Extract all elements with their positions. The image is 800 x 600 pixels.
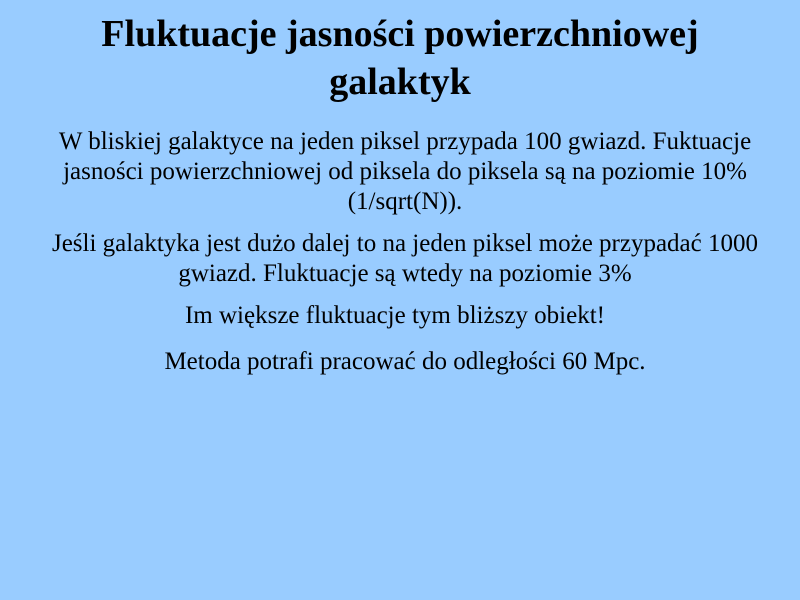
slide-body bbox=[20, 127, 790, 389]
paragraph-far-galaxy: Jeśli galaktyka jest dużo dalej to na jeden piksel może przypadać 1000 gwiazd. Fluktuacje są wtedy na poziomie 3% bbox=[51, 230, 759, 287]
paragraph-near-galaxy: W bliskiej galaktyce na jeden piksel przypada 100 gwiazd. Fuktuacje jasności powierzchniowej od piksela do piksela są na poziomie 10% (1/sqrt(N)). bbox=[58, 128, 752, 215]
paragraph-conclusion: Im większe fluktuacje tym bliższy obiekt! bbox=[184, 302, 605, 329]
paragraph-method-range: Metoda potrafi pracować do odległości 60 Mpc. bbox=[164, 348, 646, 375]
slide-title: Fluktuacje jasności powierzchniowej galaktyk bbox=[101, 13, 699, 103]
